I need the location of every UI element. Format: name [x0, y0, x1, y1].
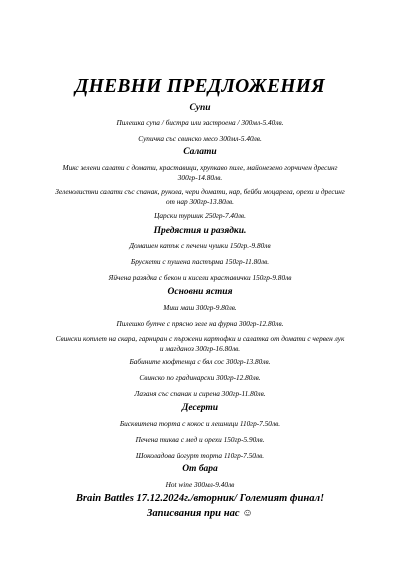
- section-heading-desserts: Десерти: [181, 403, 219, 413]
- menu-item: Зеленолистни салати със спанак, рукола, чери домати, нар, бейби моцарела, орехи и дресинг от нар 300гр-13.80лв.: [55, 187, 345, 206]
- menu-item: Пилешка супа / бистра или застроена / 300мл-5.40лв.: [116, 118, 284, 127]
- menu-item: Микс зелени салати с домати, краставици, хрупкаво пиле, майонезено горчичен дресинг 300гр-14.80лв.: [62, 163, 338, 182]
- section-heading-soups: Супи: [189, 103, 211, 113]
- menu-item: Яйчена разядка с бекон и кисели краставички 150гр-9.80лв: [108, 273, 292, 282]
- menu-item: Свинско по градинарски 300гр-12.80лв.: [139, 373, 261, 382]
- menu-item: Hot wine 300мл-9.40лв: [165, 480, 235, 489]
- page-title: ДНЕВНИ ПРЕДЛОЖЕНИЯ: [75, 76, 325, 97]
- menu-item: Домашен катък с печени чушки 150гр.-9.80лв: [129, 241, 271, 250]
- section-heading-bar: От бара: [182, 464, 218, 474]
- menu-item: Царски туршик 250гр-7.40лв.: [154, 211, 246, 220]
- menu-item: Миш маш 300гр-9.80лв.: [163, 303, 237, 312]
- menu-item: Лазаня със спанак и сирена 300гр-11.80лв.: [134, 389, 266, 398]
- menu-item: Брускети с пушена пастърма 150гр-11.80лв.: [130, 257, 270, 266]
- menu-item: Пилешко бутче с прясно зеле на фурна 300гр-12.80лв.: [116, 319, 284, 328]
- section-heading-salads: Салати: [183, 147, 217, 157]
- menu-item: Супичка със свинско месо 300мл-5.40лв.: [138, 134, 262, 143]
- event-announcement: Brain Battles 17.12.2024г./вторник/ Големият финал!: [75, 493, 325, 504]
- section-heading-main-courses: Основни ястия: [167, 287, 233, 297]
- signup-note: Записвания при нас ☺: [146, 508, 254, 519]
- section-heading-starters: Предястия и разядки.: [153, 226, 247, 236]
- menu-item: Шоколадова йогурт торта 110гр-7.50лв.: [135, 451, 265, 460]
- menu-item: Печена тиква с мед и орехи 150гр-5.90лв.: [135, 435, 265, 444]
- menu-item: Бисквитена торта с кокос и лешници 110гр-7.50лв.: [119, 419, 281, 428]
- menu-item: Свински котлет на скара, гарниран с пържени картофки и салатка от домати с червен лук и магданоз 300гр-16.80лв.: [55, 334, 345, 353]
- menu-item: Бабините кюфтенца с бял сос 300гр-13.80лв.: [129, 357, 271, 366]
